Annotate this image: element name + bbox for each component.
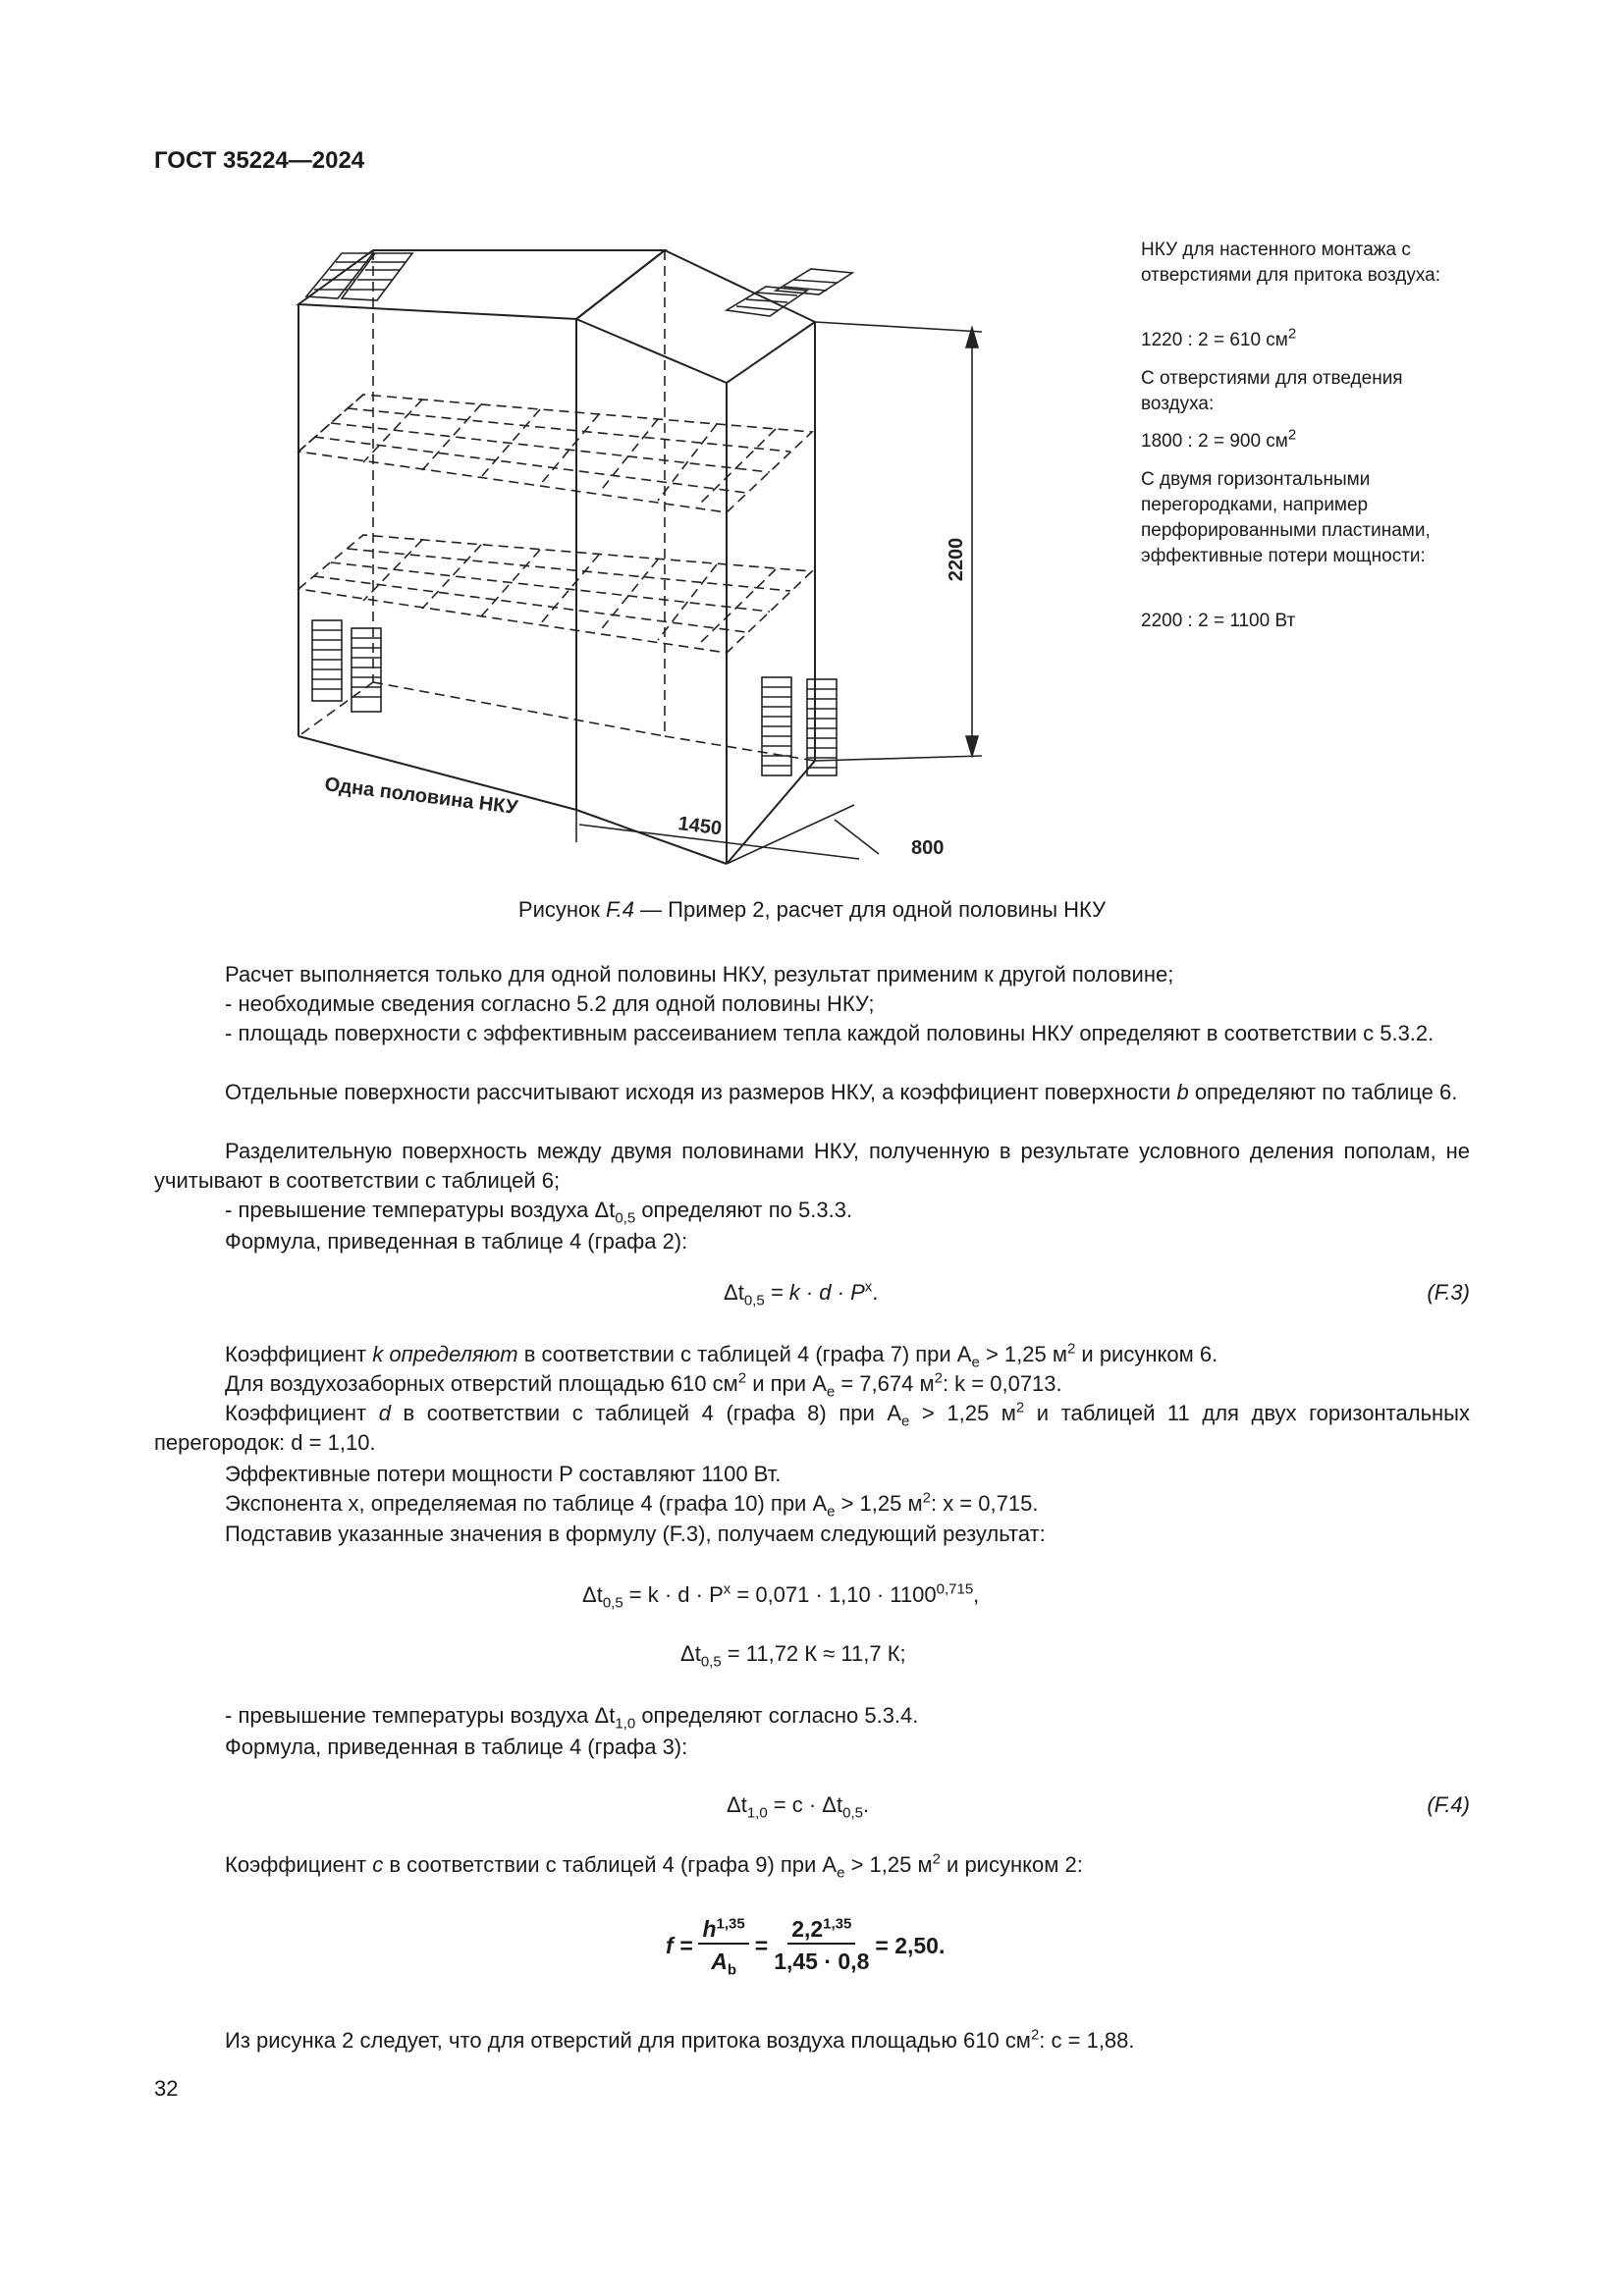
side-note-5: С двумя горизонтальными перегородками, например перфорированными пластинами, эффективные потери мощности: bbox=[1141, 469, 1431, 566]
side-note-1: НКУ для настенного монтажа с отверстиями для притока воздуха: bbox=[1141, 240, 1441, 286]
fraction-1 bbox=[698, 1915, 748, 1979]
paragraph-16: Коэффициент c в соответствии с таблицей 4 (графа 9) при $A_e > 1,25$ $м^2$ и рисунком 2: bbox=[225, 1850, 1083, 1882]
equation-2: $\Delta t_{0,5} = 11,72$ К ≈ 11,7 К; bbox=[680, 1641, 906, 1671]
paragraph-1: Расчет выполняется только для одной половины НКУ, результат применим к другой половине; bbox=[225, 962, 1174, 987]
hidden-edges bbox=[298, 250, 815, 761]
document-header: ГОСТ 35224—2024 bbox=[154, 147, 365, 174]
fraction-formula bbox=[666, 1915, 946, 1979]
upper-partition bbox=[298, 395, 812, 512]
fraction-equals: = bbox=[754, 1932, 769, 1958]
formula-f4: $\Delta t_{1,0} = c \cdot \Delta t_{0,5}$. bbox=[727, 1792, 870, 1822]
paragraph-5: Разделительную поверхность между двумя половинами НКУ, полученную в результате условного деления пополам, не учитывают в соответствии с таблицей 6; bbox=[154, 1139, 1470, 1193]
paragraph-17: Из рисунка 2 следует, что для отверстий для притока воздуха площадью 610 $см^2$: c = 1,88. bbox=[225, 2026, 1135, 2053]
equation-1: $\Delta t_{0,5} = k \cdot d \cdot P^x = 0,071 \cdot 1,10 \cdot 1100^{0,715}$, bbox=[582, 1580, 980, 1612]
page-number: 32 bbox=[154, 2076, 179, 2101]
paragraph-10: Коэффициент d в соответствии с таблицей 4 (графа 8) при $A_e > 1,25$ $м^2$ и таблицей 11 для двух горизонтальных перегородок: d = 1,10. bbox=[154, 1399, 1470, 1455]
top-vents bbox=[306, 253, 852, 316]
formula-f3: $\Delta t_{0,5} = k \cdot d \cdot P^x$. bbox=[724, 1278, 879, 1309]
fraction-2-denominator: 1,45 · 0,8 bbox=[774, 1949, 870, 1974]
side-vents-left bbox=[312, 620, 381, 712]
fraction-2-numerator: 2,2$^{1,35}$ bbox=[787, 1916, 855, 1945]
lower-partition bbox=[298, 535, 812, 653]
paragraph-8: Коэффициент k определяют в соответствии с таблицей 4 (графа 7) при $A_e > 1,25$ $м^2$ и рисунком 6. bbox=[225, 1340, 1218, 1371]
formula-f4-number: (F.4) bbox=[1427, 1792, 1470, 1817]
label-height: 2200 bbox=[946, 537, 967, 582]
cabinet-outline bbox=[298, 250, 815, 864]
paragraph-13: Подставив указанные значения в формулу (F.3), получаем следующий результат: bbox=[225, 1522, 1046, 1546]
dimension-lines bbox=[576, 322, 982, 864]
figure-caption: Рисунок F.4 — Пример 2, расчет для одной половины НКУ bbox=[517, 897, 1107, 922]
fraction-1-numerator: $h^{1,35}$ bbox=[698, 1916, 748, 1945]
paragraph-15: Формула, приведенная в таблице 4 (графа 3): bbox=[225, 1735, 688, 1759]
paragraph-4: Отдельные поверхности рассчитывают исходя из размеров НКУ, а коэффициент поверхности b определяют по таблице 6. bbox=[225, 1080, 1458, 1104]
paragraph-6: - превышение температуры воздуха $\Delta t_{0,5}$ определяют по 5.3.3. bbox=[225, 1198, 853, 1227]
side-note-3: С отверстиями для отведения воздуха: bbox=[1141, 368, 1403, 414]
paragraph-9: Для воздухозаборных отверстий площадью 610 $см^2$ и при $A_e = 7,674$ $м^2$: k = 0,0713. bbox=[225, 1369, 1062, 1401]
side-note-6: 2200 : 2 = 1100 Вт bbox=[1141, 611, 1296, 631]
paragraph-2: - необходимые сведения согласно 5.2 для одной половины НКУ; bbox=[225, 991, 875, 1016]
fraction-1-denominator: $A_b$ bbox=[711, 1949, 737, 1979]
fraction-lhs: f = bbox=[666, 1932, 693, 1958]
cabinet-diagram bbox=[285, 236, 1051, 874]
formula-f3-number: (F.3) bbox=[1427, 1280, 1470, 1305]
paragraph-7: Формула, приведенная в таблице 4 (графа 2): bbox=[225, 1229, 688, 1254]
side-note-2: 1220 : 2 = 610 $см^2$ bbox=[1141, 325, 1297, 350]
label-depth: 800 bbox=[911, 837, 945, 859]
paragraph-14: - превышение температуры воздуха $\Delta t_{1,0}$ определяют согласно 5.3.4. bbox=[225, 1703, 919, 1733]
fraction-result: = 2,50. bbox=[875, 1932, 946, 1958]
paragraph-12: Экспонента x, определяемая по таблице 4 (графа 10) при $A_e > 1,25$ $м^2$: x = 0,715. bbox=[225, 1489, 1039, 1521]
side-note-4: 1800 : 2 = 900 $см^2$ bbox=[1141, 426, 1297, 452]
label-half: Одна половина НКУ bbox=[323, 774, 519, 820]
paragraph-11: Эффективные потери мощности P составляют 1100 Вт. bbox=[225, 1462, 782, 1486]
paragraph-3: - площадь поверхности с эффективным рассеиванием тепла каждой половины НКУ определяют в соответствии с 5.3.2. bbox=[225, 1021, 1435, 1045]
fraction-2 bbox=[774, 1916, 869, 1975]
label-width: 1450 bbox=[677, 813, 724, 840]
